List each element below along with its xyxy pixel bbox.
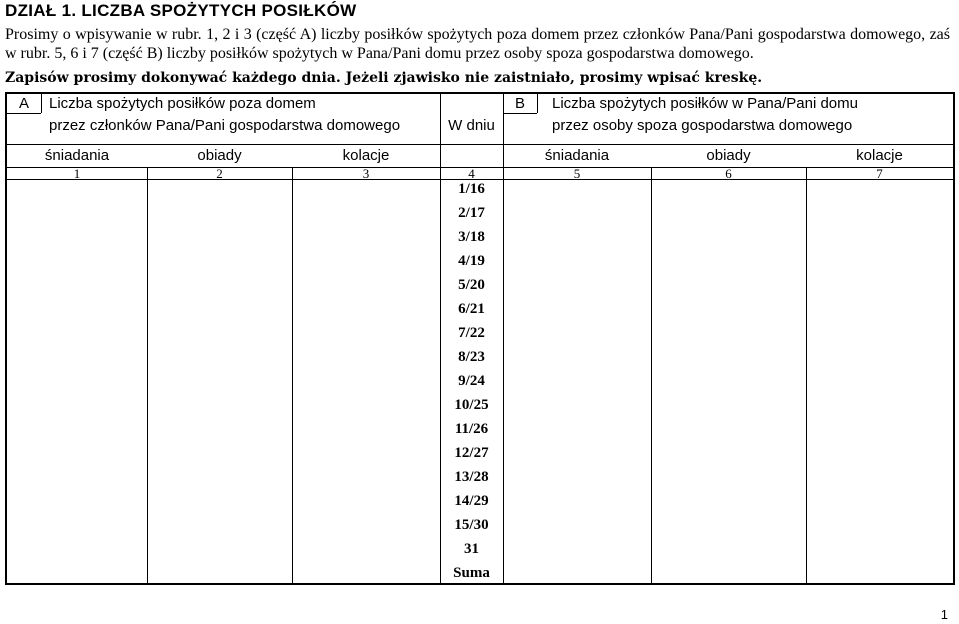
meal-header-dinner-b: kolacje (856, 147, 903, 164)
column-number-3: 3 (362, 166, 370, 181)
part-b-label: B (514, 95, 525, 112)
day-label: 10/25 (454, 397, 489, 413)
column-number-2: 2 (216, 166, 223, 181)
day-label: 5/20 (458, 277, 485, 293)
part-a-label: A (18, 95, 29, 112)
day-label: 12/27 (454, 445, 489, 461)
day-label: 7/22 (458, 325, 485, 341)
col-sep-1 (147, 167, 148, 583)
column-number-1: 1 (73, 166, 81, 181)
column-number-7: 7 (876, 166, 883, 181)
day-label: 9/24 (458, 373, 485, 389)
daily-note: Zapisów prosimy dokonywać każdego dnia. Jeżeli zjawisko nie zaistniało, prosimy wpisać kreskę. (5, 70, 763, 86)
meal-header-lunch-a: obiady (197, 147, 242, 164)
column-number-4: 4 (468, 166, 475, 181)
sum-label: Suma (453, 565, 490, 581)
header-divider (7, 144, 953, 145)
meal-header-dinner-a: kolacje (342, 147, 390, 164)
part-a-heading-line2: przez członków Pana/Pani gospodarstwa domowego (49, 117, 401, 134)
col-sep-6 (806, 167, 807, 583)
day-label: 14/29 (454, 493, 489, 509)
col-sep-5 (651, 167, 652, 583)
part-a-heading-line1: Liczba spożytych posiłków poza domem (49, 95, 316, 112)
day-label: 31 (464, 541, 479, 557)
column-number-5: 5 (573, 166, 581, 181)
instructions-text: Prosimy o wpisywanie w rubr. 1, 2 i 3 (część A) liczby posiłków spożytych poza domem przez członków Pana/Pani gospodarstwa domowego, zaś w rubr. 5, 6 i 7 (część B) liczby posiłków spożytych w Pana/Pani domu przez osoby spoza gospodarstwa domowego. (5, 26, 950, 62)
part-b-heading-line2: przez osoby spoza gospodarstwa domowego (552, 117, 853, 134)
meal-header-breakfast-a: śniadania (44, 147, 110, 164)
part-b-heading-line1: Liczba spożytych posiłków w Pana/Pani domu (552, 95, 858, 112)
label-a-box-side (41, 94, 42, 113)
column-number-6: 6 (725, 166, 732, 181)
day-label: 2/17 (458, 205, 485, 221)
meal-header-lunch-b: obiady (706, 147, 751, 164)
day-label: 13/28 (454, 469, 489, 485)
label-b-box-side (537, 94, 538, 113)
col-sep-2 (292, 167, 293, 583)
day-label: 6/21 (458, 301, 485, 317)
label-a-box-bottom (7, 113, 41, 114)
meals-table (5, 92, 955, 585)
day-label: 11/26 (454, 421, 489, 437)
day-label: 1/16 (458, 181, 485, 197)
meal-header-breakfast-b: śniadania (544, 147, 610, 164)
day-label: 3/18 (458, 229, 485, 245)
day-label: 8/23 (458, 349, 485, 365)
section-title: DZIAŁ 1. LICZBA SPOŻYTYCH POSIŁKÓW (5, 1, 357, 20)
day-label: 4/19 (458, 253, 485, 269)
page-number: 1 (940, 607, 948, 622)
day-label: 15/30 (454, 517, 489, 533)
day-column-heading: W dniu (448, 117, 495, 134)
label-b-box-bottom (503, 113, 537, 114)
